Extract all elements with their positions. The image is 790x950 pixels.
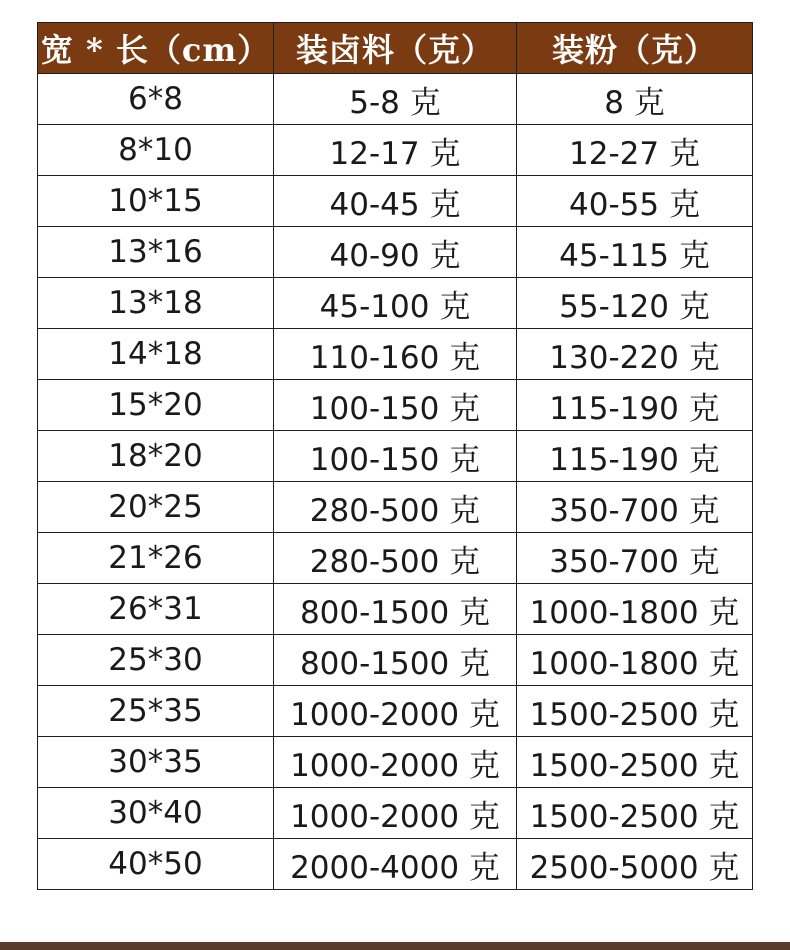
cell-size: 14*18 [38,329,274,380]
cell-seasoning-capacity: 40-90 克 [274,227,517,278]
table-row [38,380,753,431]
cell-size: 21*26 [38,533,274,584]
cell-seasoning-capacity: 800-1500 克 [274,584,517,635]
cell-size: 25*35 [38,686,274,737]
cell-seasoning-capacity: 110-160 克 [274,329,517,380]
cell-size: 20*25 [38,482,274,533]
cell-size: 40*50 [38,839,274,890]
cell-powder-capacity: 115-190 克 [517,431,753,482]
cell-seasoning-capacity: 100-150 克 [274,431,517,482]
cell-size: 6*8 [38,74,274,125]
cell-powder-capacity: 1500-2500 克 [517,737,753,788]
cell-size: 18*20 [38,431,274,482]
table-header-row [38,23,753,74]
table-row [38,278,753,329]
table-row [38,839,753,890]
header-seasoning-capacity: 装卤料（克） [274,23,517,74]
cell-powder-capacity: 350-700 克 [517,482,753,533]
cell-size: 30*40 [38,788,274,839]
cell-size: 26*31 [38,584,274,635]
cell-seasoning-capacity: 1000-2000 克 [274,686,517,737]
cell-powder-capacity: 350-700 克 [517,533,753,584]
cell-powder-capacity: 2500-5000 克 [517,839,753,890]
cell-powder-capacity: 1500-2500 克 [517,788,753,839]
cell-seasoning-capacity: 5-8 克 [274,74,517,125]
cell-seasoning-capacity: 40-45 克 [274,176,517,227]
table-row [38,737,753,788]
bottom-divider-bar [0,942,790,950]
table-row [38,431,753,482]
cell-seasoning-capacity: 1000-2000 克 [274,788,517,839]
cell-seasoning-capacity: 12-17 克 [274,125,517,176]
cell-powder-capacity: 8 克 [517,74,753,125]
table-row [38,125,753,176]
cell-powder-capacity: 1000-1800 克 [517,584,753,635]
cell-size: 15*20 [38,380,274,431]
table-row [38,788,753,839]
table-body [38,74,753,890]
table-row [38,227,753,278]
table-row [38,74,753,125]
table-row [38,482,753,533]
cell-powder-capacity: 130-220 克 [517,329,753,380]
cell-size: 30*35 [38,737,274,788]
cell-seasoning-capacity: 1000-2000 克 [274,737,517,788]
cell-powder-capacity: 12-27 克 [517,125,753,176]
table-row [38,584,753,635]
cell-size: 13*16 [38,227,274,278]
cell-seasoning-capacity: 45-100 克 [274,278,517,329]
cell-powder-capacity: 1000-1800 克 [517,635,753,686]
size-capacity-table [37,22,753,890]
cell-seasoning-capacity: 100-150 克 [274,380,517,431]
table-row [38,635,753,686]
cell-powder-capacity: 1500-2500 克 [517,686,753,737]
table-row [38,533,753,584]
cell-seasoning-capacity: 2000-4000 克 [274,839,517,890]
table-row [38,329,753,380]
cell-size: 13*18 [38,278,274,329]
cell-powder-capacity: 45-115 克 [517,227,753,278]
cell-powder-capacity: 55-120 克 [517,278,753,329]
cell-powder-capacity: 40-55 克 [517,176,753,227]
cell-seasoning-capacity: 280-500 克 [274,482,517,533]
cell-seasoning-capacity: 280-500 克 [274,533,517,584]
header-size: 宽 * 长（cm） [38,23,274,74]
table-row [38,686,753,737]
table-row [38,176,753,227]
cell-size: 10*15 [38,176,274,227]
header-powder-capacity: 装粉（克） [517,23,753,74]
cell-size: 8*10 [38,125,274,176]
cell-powder-capacity: 115-190 克 [517,380,753,431]
cell-size: 25*30 [38,635,274,686]
cell-seasoning-capacity: 800-1500 克 [274,635,517,686]
